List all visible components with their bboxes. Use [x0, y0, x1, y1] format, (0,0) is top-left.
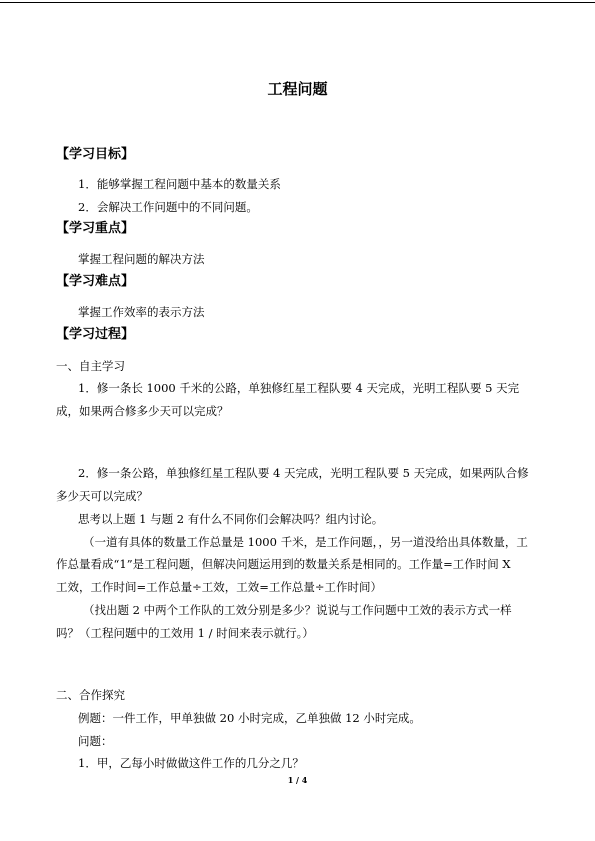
question-2-line-2: 多少天可以完成？	[56, 489, 148, 503]
difficulties-text: 掌握工作效率的表示方法	[78, 305, 205, 319]
key-points-text: 掌握工程问题的解决方法	[78, 252, 205, 266]
question-2-line-1: 2．修一条公路，单独修红星工程队要 4 天完成，光明工程队要 5 天完成，如果两队合修	[78, 466, 529, 480]
note-1-line-1: （一道有具体的数量工作总量是 1000 千米，是工作问题，，另一道没给出具体数量，工	[83, 535, 528, 549]
think-prompt: 思考以上题 1 与题 2 有什么不同你们会解决吗？组内讨论。	[78, 512, 384, 526]
question-1-line-1: 1．修一条长 1000 千米的公路，单独修红星工程队要 4 天完成，光明工程队要 5 天完	[78, 381, 520, 395]
example-text: 例题：一件工作，甲单独做 20 小时完成，乙单独做 12 小时完成。	[78, 711, 421, 725]
heading-learning-process: 【学习过程】	[56, 327, 135, 342]
goal-item-2: 2．会解决工作问题中的不同问题。	[78, 200, 258, 214]
question-label: 问题：	[78, 734, 113, 748]
note-1-line-2: 作总量看成“1”是工程问题，但解决问题运用到的数量关系是相同的。工作量=工作时间 X	[56, 557, 511, 571]
goal-item-1: 1．能够掌握工程问题中基本的数量关系	[78, 177, 281, 191]
note-2-line-2: 吗？（工程问题中的工效用 1 / 时间来表示就行。）	[56, 626, 314, 640]
heading-learning-goals: 【学习目标】	[56, 147, 135, 162]
part1-title: 一、自主学习	[56, 359, 125, 373]
heading-difficulties: 【学习难点】	[56, 274, 135, 289]
document-title: 工程问题	[267, 80, 328, 98]
question-1-line-2: 成，如果两合修多少天可以完成？	[56, 404, 229, 418]
note-1-line-3: 工效，工作时间=工作总量÷工效，工效=工作总量÷工作时间）	[56, 580, 383, 594]
top-border-rule	[0, 2, 595, 3]
page-number: 1 / 4	[287, 775, 308, 785]
example-question-1: 1．甲，乙每小时做做这件工作的几分之几？	[78, 756, 304, 770]
note-2-line-1: （找出题 2 中两个工作队的工效分别是多少？说说与工作问题中工效的表示方式一样	[83, 603, 512, 617]
heading-key-points: 【学习重点】	[56, 221, 135, 236]
part2-title: 二、合作探究	[56, 688, 125, 702]
